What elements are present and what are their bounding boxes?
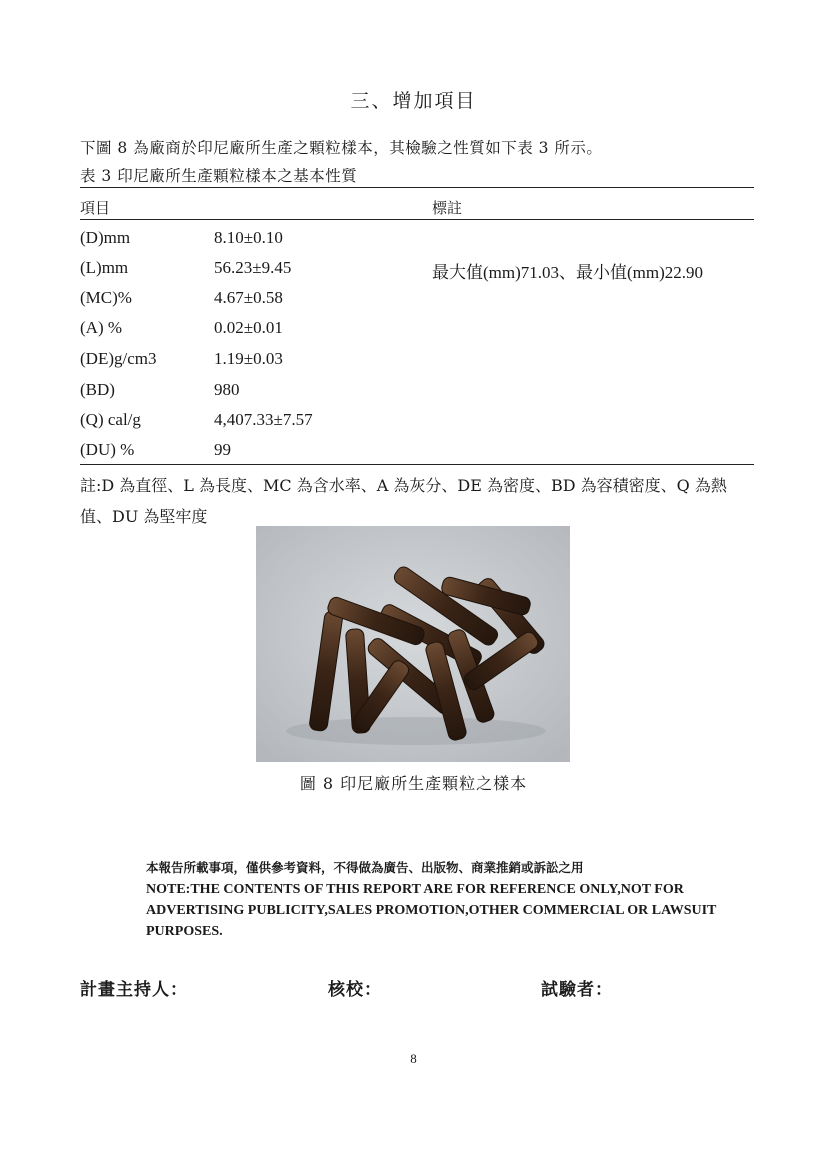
- cell-value: 4,407.33±7.57: [214, 410, 313, 429]
- cell-value: 980: [214, 380, 240, 399]
- table-top-rule: [80, 187, 754, 188]
- section-title: 三、增加項目: [350, 90, 477, 112]
- table-row: [0, 288, 827, 318]
- signature-host: 計畫主持人：: [80, 980, 188, 1000]
- intro-paragraph: 下圖 8 為廠商於印尼廠所生產之顆粒樣本，其檢驗之性質如下表 3 所示。: [80, 139, 603, 157]
- cell-item: (L)mm: [80, 258, 129, 277]
- disclaimer-en: NOTE:THE CONTENTS OF THIS REPORT ARE FOR REFERENCE ONLY,NOT FOR ADVERTISING PUBLICITY,SALES PROMOTION,OTHER COMMERCIAL OR LAWSUIT PURPOSES.: [146, 882, 717, 939]
- table-row: [0, 318, 827, 348]
- table-note: 註:D 為直徑、L 為長度、MC 為含水率、A 為灰分、DE 為密度、BD 為容積密度、Q 為熱值、DU 為堅牢度: [80, 476, 727, 526]
- table-row: [0, 380, 827, 410]
- cell-value: 99: [214, 440, 231, 459]
- cell-item: (Q) cal/g: [80, 410, 141, 429]
- table-row: [0, 228, 827, 258]
- figure-caption: 圖 8 印尼廠所生產顆粒之樣本: [299, 774, 528, 793]
- cell-value: 56.23±9.45: [214, 258, 292, 277]
- cell-value: 8.10±0.10: [214, 228, 283, 247]
- cell-remark: 最大值(mm)71.03、最小值(mm)22.90: [432, 263, 704, 282]
- disclaimer: [146, 858, 766, 942]
- table-row: [0, 440, 827, 470]
- cell-item: (DU) %: [80, 440, 135, 459]
- signature-tester: 試驗者：: [541, 980, 613, 1000]
- signature-checker: 核校：: [328, 980, 382, 1000]
- table-row: [0, 410, 827, 440]
- cell-item: (DE)g/cm3: [80, 349, 157, 368]
- table-caption: 表 3 印尼廠所生產顆粒樣本之基本性質: [80, 167, 358, 185]
- table-row: [0, 258, 827, 288]
- table-header-rule: [80, 219, 754, 220]
- page-number: 8: [410, 1051, 417, 1066]
- pellet-sample-photo: [256, 526, 570, 762]
- cell-value: 0.02±0.01: [214, 318, 283, 337]
- cell-item: (MC)%: [80, 288, 132, 307]
- cell-item: (D)mm: [80, 228, 131, 247]
- header-item: 項目: [80, 199, 111, 217]
- table-bottom-rule: [80, 464, 754, 465]
- cell-item: (BD): [80, 380, 115, 399]
- disclaimer-zh: 本報告所載事項，僅供參考資料，不得做為廣告、出版物、商業推銷或訴訟之用: [146, 860, 584, 875]
- cell-value: 1.19±0.03: [214, 349, 283, 368]
- table-row: [0, 349, 827, 379]
- cell-value: 4.67±0.58: [214, 288, 283, 307]
- cell-item: (A) %: [80, 318, 123, 337]
- header-remark: 標註: [432, 199, 463, 217]
